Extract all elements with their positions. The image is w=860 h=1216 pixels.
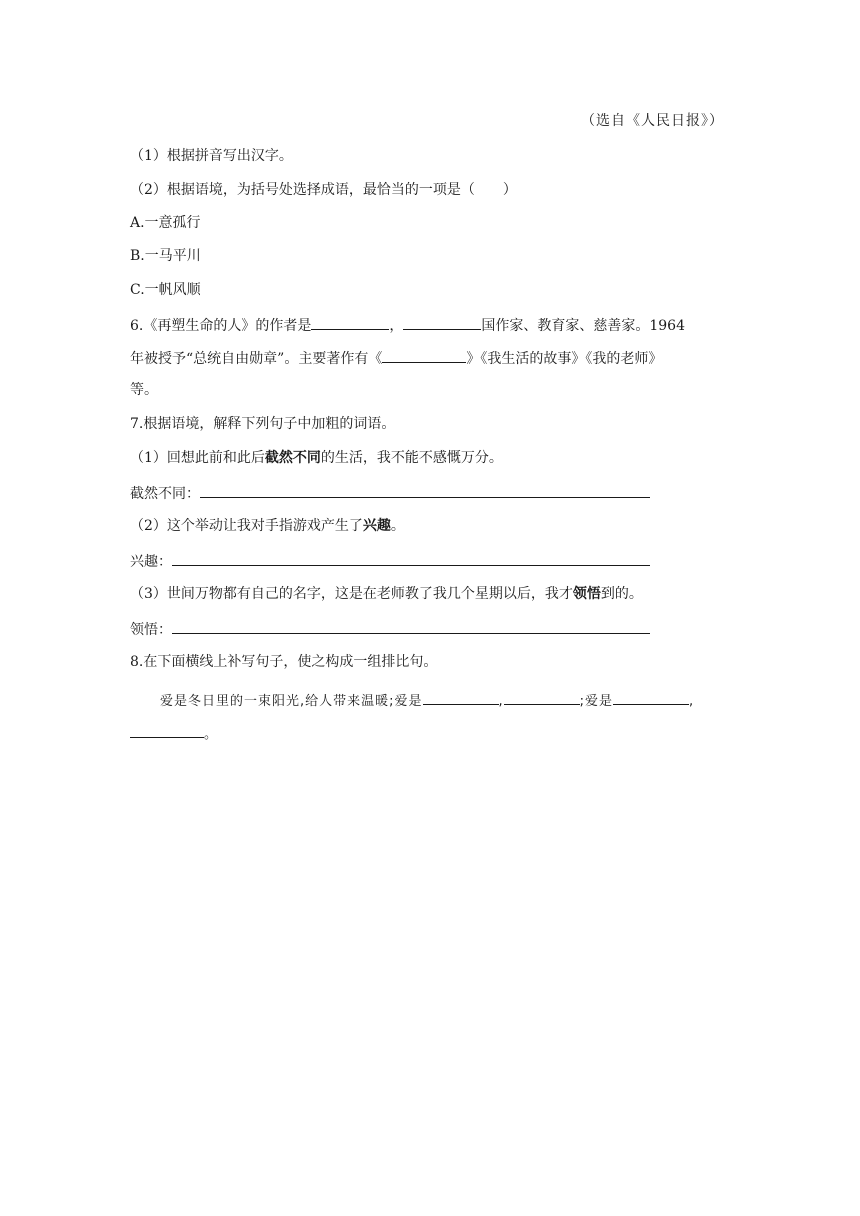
q7-answer3 — [130, 618, 650, 640]
q8-blank-4[interactable] — [130, 722, 204, 738]
q8-title: 8.在下面横线上补写句子，使之构成一组排比句。 — [130, 654, 438, 670]
q7-item3-pre: （3）世间万物都有自己的名字，这是在老师教了我几个星期以后，我才 — [130, 586, 573, 602]
q7-item3 — [130, 584, 643, 604]
q6-text-e: 》《我生活的故事》《我的老师》 — [466, 351, 663, 367]
q6-line1 — [130, 314, 685, 336]
q7-answer2 — [130, 550, 650, 572]
q7-item2-post: 。 — [390, 518, 405, 534]
q8-text-end: 。 — [204, 727, 219, 742]
q7-item1-bold: 截然不同 — [264, 450, 321, 466]
q6-blank-work[interactable] — [382, 347, 466, 363]
q5-sub2: （2）根据语境，为括号处选择成语，最恰当的一项是（ ） — [130, 182, 517, 198]
q7-answer2-blank[interactable] — [172, 550, 650, 566]
q7-answer1-blank[interactable] — [200, 482, 650, 498]
q8-blank-1[interactable] — [423, 689, 499, 705]
source-citation: （选自《人民日报》） — [581, 113, 724, 129]
q7-answer3-blank[interactable] — [172, 618, 650, 634]
q7-item2-bold: 兴趣 — [362, 518, 391, 534]
q8-text-c: ;爱是 — [579, 694, 614, 709]
q8-text-a: 爱是冬日里的一束阳光,给人带来温暖;爱是 — [160, 694, 423, 709]
q7-item1-pre: （1）回想此前和此后 — [130, 450, 265, 466]
q7-answer1 — [130, 482, 650, 504]
q6-text-c: 国作家、教育家、慈善家。1964 — [481, 318, 685, 334]
option-a: A.一意孤行 — [130, 215, 201, 231]
q7-answer1-label: 截然不同： — [130, 486, 200, 502]
option-b: B.一马平川 — [130, 248, 201, 264]
q7-item1 — [130, 448, 503, 468]
q6-blank-country[interactable] — [403, 314, 481, 330]
q8-line2 — [130, 722, 218, 745]
q7-item3-post: 到的。 — [600, 586, 643, 602]
q7-item1-post: 的生活，我不能不感慨万分。 — [320, 450, 503, 466]
q6-text-b: ， — [389, 318, 404, 334]
q8-text-b: , — [498, 694, 504, 709]
q8-line1 — [160, 689, 694, 712]
option-c: C.一帆风顺 — [130, 282, 201, 298]
q6-text-a: 6.《再塑生命的人》的作者是 — [130, 318, 312, 334]
q7-answer3-label: 领悟： — [130, 622, 172, 638]
q8-blank-3[interactable] — [613, 689, 689, 705]
q6-blank-author[interactable] — [311, 314, 389, 330]
q7-answer2-label: 兴趣： — [130, 554, 172, 570]
q7-item2 — [130, 516, 405, 536]
q7-title: 7.根据语境，解释下列句子中加粗的词语。 — [130, 416, 396, 432]
q6-text-d: 年被授予“总统自由勋章”。主要著作有《 — [130, 351, 383, 367]
q5-sub1: （1）根据拼音写出汉字。 — [130, 148, 293, 164]
q8-blank-2[interactable] — [504, 689, 580, 705]
q6-line3: 等。 — [130, 382, 158, 398]
q6-line2 — [130, 347, 662, 369]
q7-item3-bold: 领悟 — [572, 586, 601, 602]
q8-text-d: , — [689, 694, 695, 709]
q7-item2-pre: （2）这个举动让我对手指游戏产生了 — [130, 518, 363, 534]
